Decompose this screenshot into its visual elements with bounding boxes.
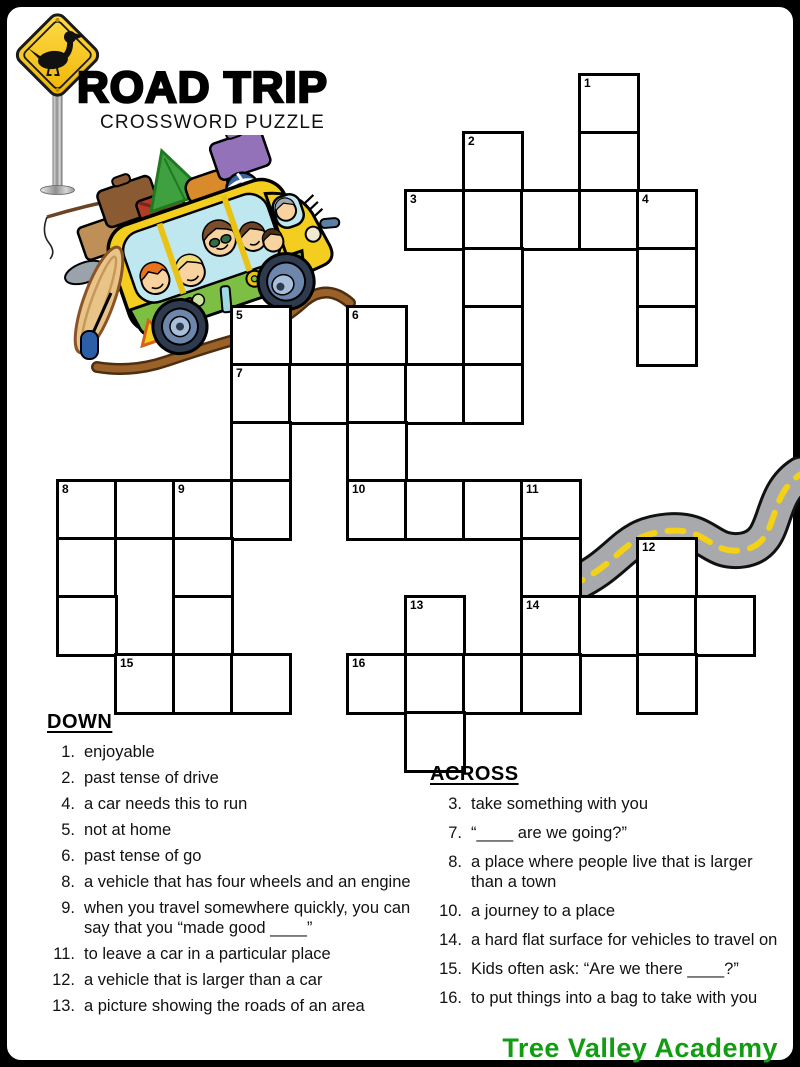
clue-number: 2. — [61, 769, 75, 787]
grid-cell[interactable] — [578, 595, 640, 657]
clue-text: to leave a car in a particular place — [84, 945, 331, 963]
grid-cell-1[interactable] — [578, 73, 640, 135]
grid-cell[interactable] — [346, 421, 408, 483]
clue-number: 8. — [61, 873, 75, 891]
clue-item — [430, 959, 800, 979]
grid-cell[interactable] — [462, 189, 524, 251]
grid-cell[interactable] — [520, 189, 582, 251]
grid-cell[interactable] — [114, 479, 176, 541]
clue-text: Kids often ask: “Are we there ____?” — [471, 960, 739, 978]
down-clues-section — [47, 711, 419, 1022]
clue-number: 10. — [439, 902, 462, 920]
grid-cell-2[interactable] — [462, 131, 524, 193]
clue-number: 11. — [53, 945, 75, 963]
grid-cell[interactable] — [172, 653, 234, 715]
cell-number: 1 — [584, 76, 591, 90]
clue-item — [430, 988, 800, 1008]
page-subtitle: CROSSWORD PUZZLE — [100, 112, 326, 133]
clue-item — [430, 852, 800, 892]
clue-text: a hard flat surface for vehicles to travel on — [471, 931, 778, 949]
grid-cell[interactable] — [230, 421, 292, 483]
cell-number: 9 — [178, 482, 185, 496]
clue-item — [47, 898, 419, 938]
page-title: ROAD TRIP — [77, 63, 328, 112]
down-clue-list — [47, 742, 419, 1016]
grid-cell[interactable] — [462, 363, 524, 425]
clue-number: 4. — [61, 795, 75, 813]
grid-cell-16[interactable] — [346, 653, 408, 715]
clue-text: a picture showing the roads of an area — [84, 997, 365, 1015]
clue-text: enjoyable — [84, 743, 155, 761]
grid-cell[interactable] — [520, 653, 582, 715]
clue-text: past tense of go — [84, 847, 202, 865]
grid-cell-9[interactable] — [172, 479, 234, 541]
grid-cell[interactable] — [56, 595, 118, 657]
clue-item — [47, 768, 419, 788]
clue-item — [47, 820, 419, 840]
clue-text: to put things into a bag to take with you — [471, 989, 758, 1007]
clue-number: 16. — [439, 989, 462, 1007]
across-heading: ACROSS — [430, 763, 519, 785]
clue-number: 9. — [61, 899, 75, 917]
cell-number: 12 — [642, 540, 656, 554]
clue-number: 6. — [61, 847, 75, 865]
clue-text: take something with you — [471, 795, 649, 813]
grid-cell[interactable] — [636, 653, 698, 715]
brand-footer: Tree Valley Academy — [502, 1033, 778, 1063]
clue-number: 14. — [439, 931, 462, 949]
cell-number: 16 — [352, 656, 366, 670]
clue-item — [430, 794, 800, 814]
cell-number: 6 — [352, 308, 359, 322]
grid-cell[interactable] — [462, 479, 524, 541]
across-clues-section — [430, 763, 800, 1017]
grid-cell-4[interactable] — [636, 189, 698, 251]
grid-cell[interactable] — [230, 653, 292, 715]
clue-number: 7. — [448, 824, 462, 842]
clue-number: 5. — [61, 821, 75, 839]
grid-cell[interactable] — [172, 595, 234, 657]
grid-cell[interactable] — [462, 305, 524, 367]
grid-cell[interactable] — [404, 363, 466, 425]
clue-text: not at home — [84, 821, 172, 839]
grid-cell[interactable] — [404, 479, 466, 541]
worksheet-page — [3, 3, 797, 1064]
grid-cell[interactable] — [694, 595, 756, 657]
clue-text: when you travel somewhere quickly, you can say that you “made good ____” — [84, 899, 411, 937]
grid-cell[interactable] — [230, 479, 292, 541]
clue-text: past tense of drive — [84, 769, 219, 787]
clue-text: a vehicle that has four wheels and an engine — [84, 873, 411, 891]
grid-cell[interactable] — [578, 131, 640, 193]
cell-number: 15 — [120, 656, 134, 670]
grid-cell[interactable] — [636, 595, 698, 657]
clue-item — [47, 794, 419, 814]
clue-number: 12. — [52, 971, 75, 989]
grid-cell[interactable] — [114, 537, 176, 657]
clue-number: 15. — [439, 960, 462, 978]
grid-cell-7[interactable] — [230, 363, 292, 425]
clue-number: 3. — [448, 795, 462, 813]
clue-item — [430, 930, 800, 950]
grid-cell-15[interactable] — [114, 653, 176, 715]
grid-cell-11[interactable] — [520, 479, 582, 541]
grid-cell-8[interactable] — [56, 479, 118, 541]
cell-number: 10 — [352, 482, 366, 496]
grid-cell[interactable] — [636, 305, 698, 367]
clue-number: 13. — [52, 997, 75, 1015]
clue-text: a vehicle that is larger than a car — [84, 971, 323, 989]
grid-cell[interactable] — [520, 537, 582, 599]
grid-cell[interactable] — [346, 363, 408, 425]
clue-text: “____ are we going?” — [471, 824, 627, 842]
cell-number: 5 — [236, 308, 243, 322]
across-clue-list — [430, 794, 800, 1008]
grid-cell-13[interactable] — [404, 595, 466, 657]
clue-item — [47, 996, 419, 1016]
grid-cell[interactable] — [636, 247, 698, 309]
clue-item — [47, 872, 419, 892]
grid-cell-12[interactable] — [636, 537, 698, 599]
cell-number: 11 — [526, 482, 539, 496]
grid-cell[interactable] — [404, 653, 466, 715]
clue-item — [47, 970, 419, 990]
grid-cell-14[interactable] — [520, 595, 582, 657]
cell-number: 13 — [410, 598, 424, 612]
down-heading: DOWN — [47, 711, 113, 733]
clue-number: 8. — [448, 853, 462, 871]
cell-number: 2 — [468, 134, 475, 148]
clue-item — [47, 846, 419, 866]
cell-number: 8 — [62, 482, 69, 496]
grid-cell[interactable] — [578, 189, 640, 251]
clue-item — [47, 944, 419, 964]
grid-cell[interactable] — [462, 247, 524, 309]
cell-number: 7 — [236, 366, 243, 380]
grid-cell[interactable] — [288, 363, 350, 425]
clue-item — [47, 742, 419, 762]
cell-number: 14 — [526, 598, 540, 612]
grid-cell[interactable] — [462, 653, 524, 715]
clue-item — [430, 901, 800, 921]
clue-item — [430, 823, 800, 843]
clue-number: 1. — [61, 743, 75, 761]
grid-cell[interactable] — [172, 537, 234, 599]
cell-number: 4 — [642, 192, 649, 206]
family-van-illustration — [37, 135, 357, 380]
grid-cell-5[interactable] — [230, 305, 292, 367]
grid-cell[interactable] — [56, 537, 118, 599]
grid-cell-6[interactable] — [346, 305, 408, 367]
clue-text: a car needs this to run — [84, 795, 248, 813]
grid-cell-10[interactable] — [346, 479, 408, 541]
grid-cell-3[interactable] — [404, 189, 466, 251]
cell-number: 3 — [410, 192, 417, 206]
clue-text: a place where people live that is larger than a town — [471, 853, 753, 891]
clue-text: a journey to a place — [471, 902, 616, 920]
